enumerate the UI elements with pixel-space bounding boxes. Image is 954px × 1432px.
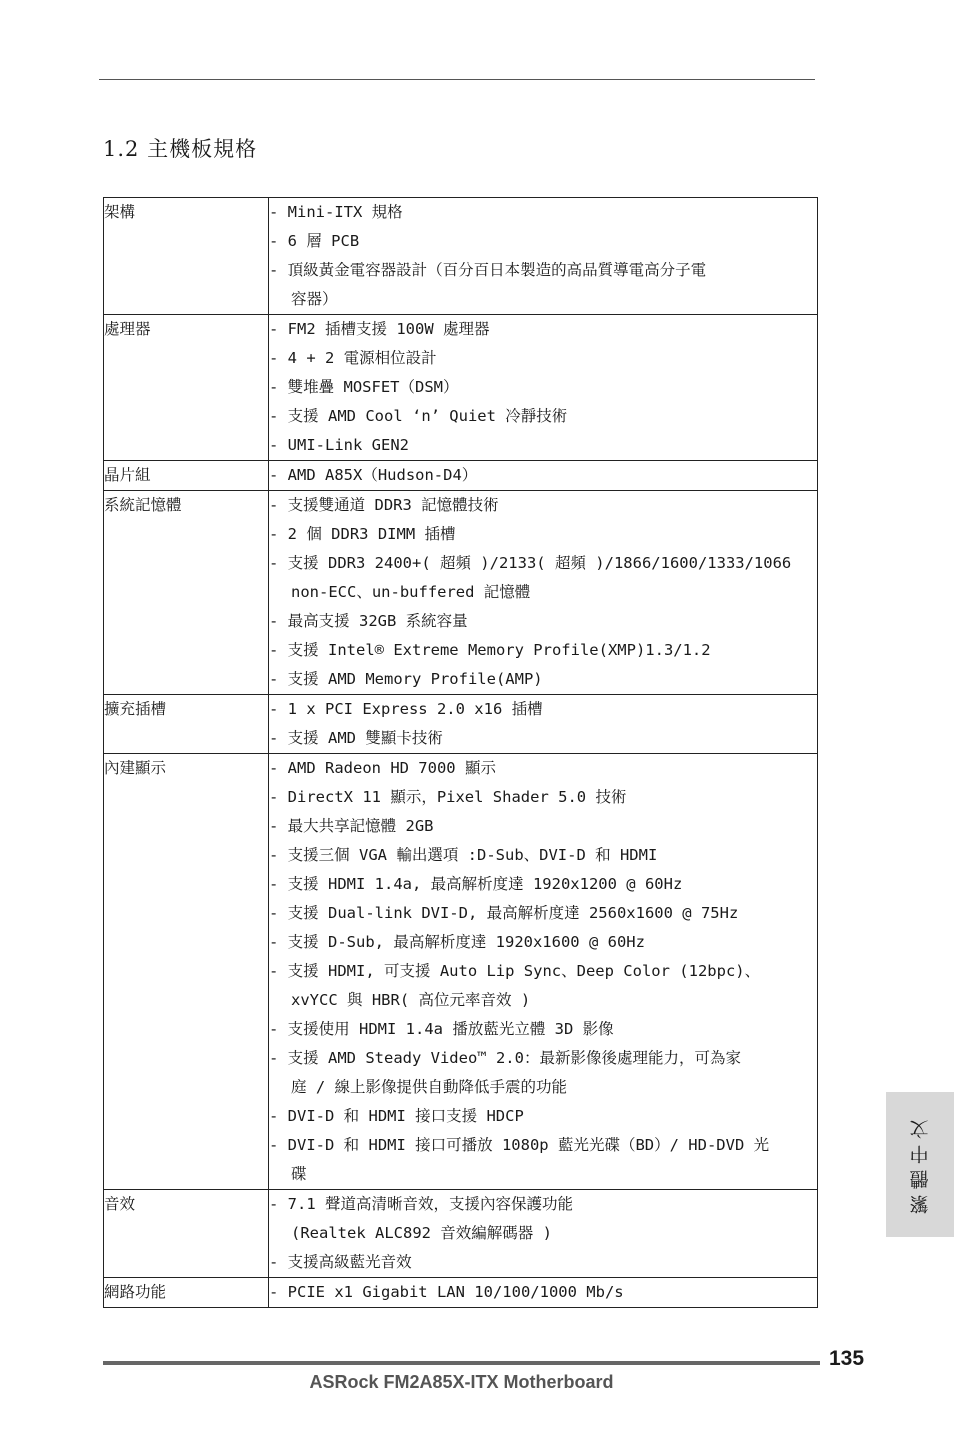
spec-value-line: - 雙堆疊 MOSFET（DSM） bbox=[269, 378, 459, 396]
spec-value-line: - DVI-D 和 HDMI 接口可播放 1080p 藍光光碟（BD）/ HD-DVD 光 bbox=[269, 1136, 770, 1154]
spec-values bbox=[269, 461, 818, 491]
spec-value-line: - 支援 AMD Memory Profile(AMP) bbox=[269, 670, 543, 688]
spec-value-line: - 6 層 PCB bbox=[269, 232, 360, 250]
spec-row bbox=[104, 198, 818, 315]
spec-table-body bbox=[104, 198, 818, 1308]
spec-values bbox=[269, 491, 818, 695]
spec-value-line: - 頂級黃金電容器設計（百分百日本製造的高品質導電高分子電 bbox=[269, 261, 707, 279]
spec-value-line: - AMD Radeon HD 7000 顯示 bbox=[269, 759, 496, 777]
spec-values bbox=[269, 315, 818, 461]
spec-value-line: - DirectX 11 顯示，Pixel Shader 5.0 技術 bbox=[269, 788, 627, 806]
spec-value-line: - 支援 D-Sub, 最高解析度達 1920x1600 @ 60Hz bbox=[269, 933, 645, 951]
spec-value-line: - 最高支援 32GB 系統容量 bbox=[269, 612, 468, 630]
spec-value-line: - 支援 HDMI, 可支援 Auto Lip Sync、Deep Color (12bpc)、 bbox=[269, 962, 761, 980]
spec-value-line: - 支援三個 VGA 輸出選項 :D-Sub、DVI-D 和 HDMI bbox=[269, 846, 658, 864]
spec-row bbox=[104, 754, 818, 1190]
spec-value-line: - PCIE x1 Gigabit LAN 10/100/1000 Mb/s bbox=[269, 1283, 624, 1301]
spec-value-line: - 支援 AMD Steady Video™ 2.0：最新影像後處理能力，可為家 bbox=[269, 1049, 741, 1067]
spec-values bbox=[269, 1190, 818, 1278]
spec-value-line: - AMD A85X（Hudson-D4） bbox=[269, 466, 478, 484]
top-rule bbox=[99, 79, 815, 80]
spec-value-line: - 支援雙通道 DDR3 記憶體技術 bbox=[269, 496, 499, 514]
spec-row bbox=[104, 491, 818, 695]
spec-value-line: xvYCC 與 HBR( 高位元率音效 ) bbox=[291, 991, 531, 1009]
spec-value-line: - 支援使用 HDMI 1.4a 播放藍光立體 3D 影像 bbox=[269, 1020, 614, 1038]
spec-value-line: - DVI-D 和 HDMI 接口支援 HDCP bbox=[269, 1107, 524, 1125]
spec-value-line: 庭 / 線上影像提供自動降低手震的功能 bbox=[291, 1078, 567, 1096]
spec-value-line: - 支援 Intel® Extreme Memory Profile(XMP)1.3/1.2 bbox=[269, 641, 711, 659]
spec-label: 架構 bbox=[104, 198, 269, 315]
section-title: 1.2 主機板規格 bbox=[103, 137, 258, 161]
spec-value-line: - 支援 AMD 雙顯卡技術 bbox=[269, 729, 443, 747]
spec-table bbox=[103, 197, 818, 1308]
spec-value-line: (Realtek ALC892 音效編解碼器 ) bbox=[291, 1224, 552, 1242]
spec-row bbox=[104, 1278, 818, 1308]
spec-value-line: - 支援 Dual-link DVI-D, 最高解析度達 2560x1600 @ 75Hz bbox=[269, 904, 739, 922]
spec-value-line: - UMI-Link GEN2 bbox=[269, 436, 409, 454]
spec-value-line: - 4 + 2 電源相位設計 bbox=[269, 349, 437, 367]
spec-value-line: non-ECC、un-buffered 記憶體 bbox=[291, 583, 531, 601]
spec-values bbox=[269, 1278, 818, 1308]
spec-row bbox=[104, 315, 818, 461]
footer-rule bbox=[103, 1361, 820, 1365]
spec-label: 音效 bbox=[104, 1190, 269, 1278]
spec-value-line: - 1 x PCI Express 2.0 x16 插槽 bbox=[269, 700, 543, 718]
spec-label: 擴充插槽 bbox=[104, 695, 269, 754]
spec-value-line: - 7.1 聲道高清晰音效，支援內容保護功能 bbox=[269, 1195, 573, 1213]
spec-value-line: - 支援 DDR3 2400+( 超頻 )/2133( 超頻 )/1866/1600/1333/1066 bbox=[269, 554, 792, 572]
spec-values bbox=[269, 695, 818, 754]
spec-row bbox=[104, 461, 818, 491]
spec-value-line: - 最大共享記憶體 2GB bbox=[269, 817, 434, 835]
spec-value-line: 碟 bbox=[291, 1165, 307, 1183]
spec-row bbox=[104, 1190, 818, 1278]
spec-value-line: - FM2 插槽支援 100W 處理器 bbox=[269, 320, 490, 338]
spec-label: 晶片組 bbox=[104, 461, 269, 491]
spec-values bbox=[269, 754, 818, 1190]
spec-value-line: - 支援高級藍光音效 bbox=[269, 1253, 412, 1271]
page-number: 135 bbox=[829, 1347, 865, 1370]
spec-row bbox=[104, 695, 818, 754]
language-tab bbox=[886, 1092, 954, 1237]
spec-label: 網路功能 bbox=[104, 1278, 269, 1308]
spec-label: 處理器 bbox=[104, 315, 269, 461]
spec-value-line: - 支援 AMD Cool ‘n’ Quiet 冷靜技術 bbox=[269, 407, 568, 425]
footer-title: ASRock FM2A85X-ITX Motherboard bbox=[309, 1372, 614, 1392]
spec-label: 系統記憶體 bbox=[104, 491, 269, 695]
language-tab-label: 繁體中文 bbox=[909, 1114, 932, 1215]
spec-label: 內建顯示 bbox=[104, 754, 269, 1190]
spec-value-line: - 支援 HDMI 1.4a, 最高解析度達 1920x1200 @ 60Hz bbox=[269, 875, 683, 893]
spec-value-line: - Mini-ITX 規格 bbox=[269, 203, 403, 221]
spec-value-line: 容器） bbox=[291, 290, 338, 308]
spec-value-line: - 2 個 DDR3 DIMM 插槽 bbox=[269, 525, 456, 543]
spec-values bbox=[269, 198, 818, 315]
